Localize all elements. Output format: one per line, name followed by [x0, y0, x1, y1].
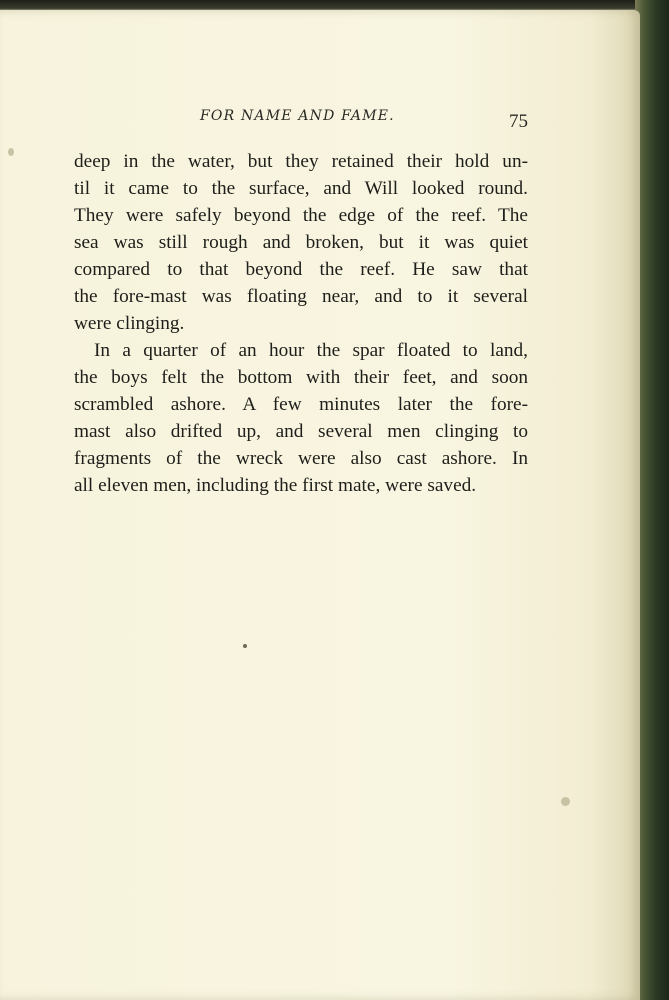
ink-speck	[243, 644, 247, 648]
running-title: FOR NAME AND FAME.	[200, 108, 395, 124]
text-line: the fore-mast was floating near, and to it several	[74, 286, 528, 307]
text-line: fragments of the wreck were also cast ashore. In	[74, 448, 528, 469]
text-line: all eleven men, including the first mate, were saved.	[74, 475, 477, 496]
text-line: til it came to the surface, and Will looked round.	[74, 178, 528, 199]
text-line: They were safely beyond the edge of the reef. The	[74, 205, 528, 226]
paragraph	[74, 337, 528, 499]
text-line: sea was still rough and broken, but it was quiet	[74, 232, 528, 253]
paragraph	[74, 148, 528, 337]
text-line: In a quarter of an hour the spar floated to land,	[94, 340, 528, 361]
text-line: compared to that beyond the reef. He saw that	[74, 259, 528, 280]
text-line: were clinging.	[74, 313, 185, 334]
book-binding-edge	[635, 0, 669, 1000]
body-text	[74, 148, 528, 499]
text-line: scrambled ashore. A few minutes later the fore-	[74, 394, 528, 415]
paper-blemish	[8, 148, 14, 156]
text-line: the boys felt the bottom with their feet, and soon	[74, 367, 528, 388]
page-number: 75	[509, 111, 528, 132]
text-line: deep in the water, but they retained their hold un-	[74, 151, 528, 172]
paper-blemish	[561, 797, 570, 806]
text-line: mast also drifted up, and several men clinging to	[74, 421, 528, 442]
